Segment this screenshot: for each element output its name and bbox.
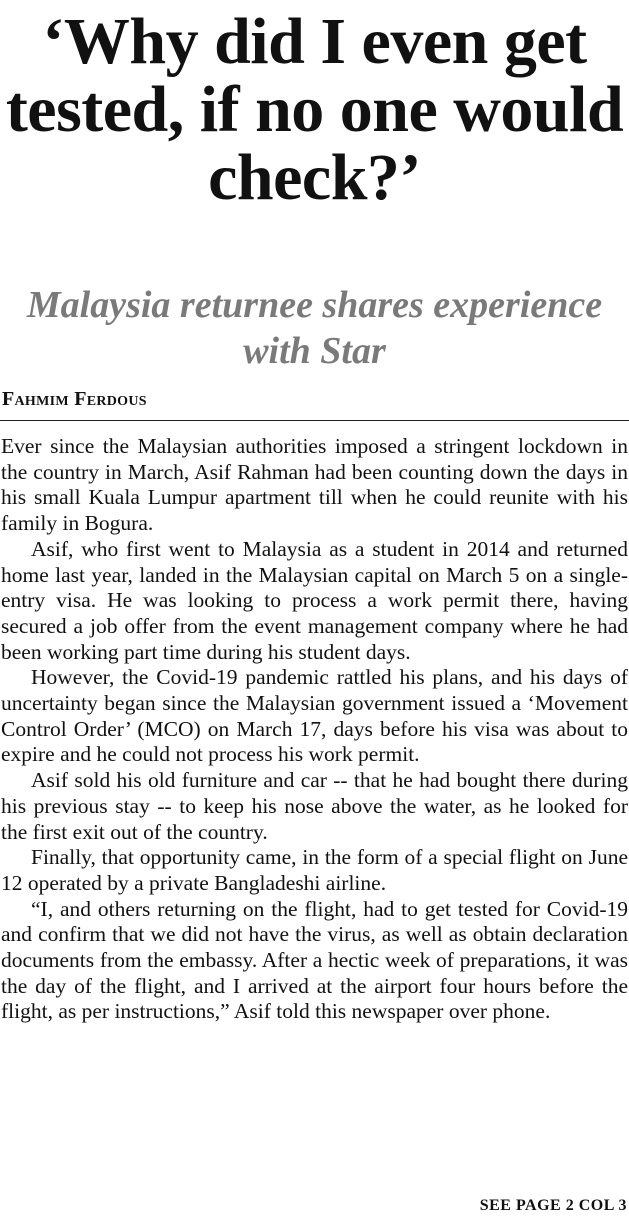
subheadline: Malaysia returnee shares experience with Star [26, 284, 603, 372]
byline-divider [0, 420, 629, 421]
paragraph-6: “I, and others returning on the flight, had to get tested for Covid-19 and confirm that we did not have the virus, as well as obtain declaration documents from the embassy. After a hectic week of preparations, it was the day of the flight, and I arrived at the airport four hours before the flight, as per instructions,” Asif told this newspaper over phone. [1, 896, 628, 1024]
paragraph-3: However, the Covid-19 pandemic rattled his plans, and his days of uncertainty began since the Malaysian government issued a ‘Movement Control Order’ (MCO) on March 17, days before his visa was about to expire and he could not process his work permit. [1, 665, 628, 767]
paragraph-1: Ever since the Malaysian authorities imposed a stringent lockdown in the country in March, Asif Rahman had been counting down the days in his small Kuala Lumpur apartment till when he could reunite with his family in Bogura. [1, 434, 628, 536]
continuation-note: SEE PAGE 2 COL 3 [479, 1197, 627, 1214]
headline: ‘Why did I even get tested, if no one would check?’ [5, 5, 624, 214]
paragraph-2: Asif, who first went to Malaysia as a student in 2014 and returned home last year, landed in the Malaysian capital on March 5 on a single-entry visa. He was looking to process a work permit there, having secured a job offer from the event management company where he had been working part time during his student days. [1, 536, 628, 664]
article-body [1, 434, 628, 1025]
paragraph-5: Finally, that opportunity came, in the form of a special flight on June 12 operated by a private Bangladeshi airline. [1, 845, 628, 895]
byline: Fahmim Ferdous [2, 388, 147, 410]
paragraph-4: Asif sold his old furniture and car -- that he had bought there during his previous stay -- to keep his nose above the water, as he looked for the first exit out of the country. [1, 768, 628, 844]
